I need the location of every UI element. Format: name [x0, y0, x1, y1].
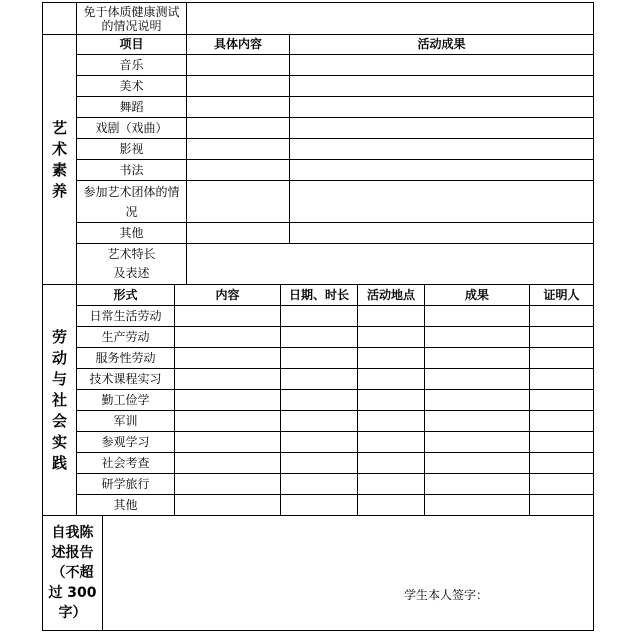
divider — [280, 284, 281, 516]
labor-header-result: 成果 — [464, 287, 489, 302]
labor-item-daily: 日常生活劳动 — [89, 308, 162, 323]
self-report-title — [43, 516, 102, 630]
labor-title-char: 实 — [51, 432, 67, 451]
art-item-calligraphy: 书法 — [119, 162, 144, 177]
art-item-dance: 舞蹈 — [119, 99, 144, 114]
labor-header-witness: 证明人 — [543, 287, 580, 302]
exempt-label — [77, 3, 186, 34]
art-item-fine-arts: 美术 — [119, 78, 144, 93]
art-title-char: 艺 — [51, 118, 67, 137]
art-specialty-line2: 及表述 — [113, 266, 150, 280]
labor-header-content: 内容 — [215, 287, 240, 302]
labor-item-other: 其他 — [113, 497, 138, 512]
art-specialty-label — [77, 244, 186, 284]
labor-section-title — [43, 285, 76, 515]
self-report-text-area[interactable] — [103, 516, 593, 630]
art-title-char: 术 — [51, 139, 67, 158]
table-border-bottom — [42, 630, 594, 631]
self-report-title-line: 过 300 — [48, 585, 97, 601]
labor-header-date: 日期、时长 — [288, 287, 349, 302]
art-item-group — [77, 181, 186, 222]
labor-item-internship: 技术课程实习 — [89, 371, 162, 386]
self-report-title-line: 自我陈 — [51, 525, 94, 541]
exempt-label-line1: 免于体质健康测试 — [83, 4, 180, 19]
exempt-label-line2: 的情况说明 — [101, 18, 162, 33]
labor-item-survey: 社会考查 — [101, 455, 150, 470]
labor-title-char: 社 — [51, 390, 67, 409]
labor-item-work-study: 勤工俭学 — [101, 392, 150, 407]
art-item-group-line2: 况 — [125, 204, 138, 219]
self-report-title-line: （不超 — [51, 565, 94, 581]
art-section-title — [43, 35, 76, 284]
art-header-item: 项目 — [119, 37, 144, 51]
labor-header-form: 形式 — [113, 287, 138, 302]
art-item-group-line1: 参加艺术团体的情 — [83, 184, 180, 199]
labor-item-study-tour: 研学旅行 — [101, 476, 150, 491]
exempt-description-field[interactable] — [187, 3, 593, 34]
labor-item-military: 军训 — [113, 413, 138, 428]
labor-title-char: 践 — [51, 453, 67, 472]
art-header-content: 具体内容 — [213, 37, 262, 51]
art-header-result: 活动成果 — [417, 37, 466, 51]
art-title-char: 素 — [51, 160, 67, 179]
labor-header-place: 活动地点 — [366, 287, 415, 302]
labor-title-char: 动 — [51, 348, 67, 367]
art-specialty-field[interactable] — [187, 244, 593, 284]
labor-item-production: 生产劳动 — [101, 329, 150, 344]
art-specialty-line1: 艺术特长 — [107, 247, 156, 261]
labor-title-char: 劳 — [51, 327, 67, 346]
divider — [357, 284, 358, 516]
art-item-music: 音乐 — [119, 57, 144, 72]
labor-item-service: 服务性劳动 — [95, 350, 156, 365]
art-item-other: 其他 — [119, 225, 144, 240]
art-title-char: 养 — [51, 181, 67, 200]
divider — [529, 284, 530, 516]
self-report-title-line: 字） — [58, 605, 87, 621]
divider — [289, 34, 290, 244]
labor-title-char: 与 — [51, 369, 67, 388]
signature-label: 学生本人签字： — [404, 588, 489, 602]
divider — [174, 284, 175, 516]
divider — [424, 284, 425, 516]
art-item-drama: 戏剧（戏曲） — [95, 120, 168, 135]
labor-title-char: 会 — [51, 411, 67, 430]
labor-item-visit: 参观学习 — [101, 434, 150, 449]
self-report-title-line: 述报告 — [51, 545, 94, 561]
art-item-film: 影视 — [119, 141, 144, 156]
